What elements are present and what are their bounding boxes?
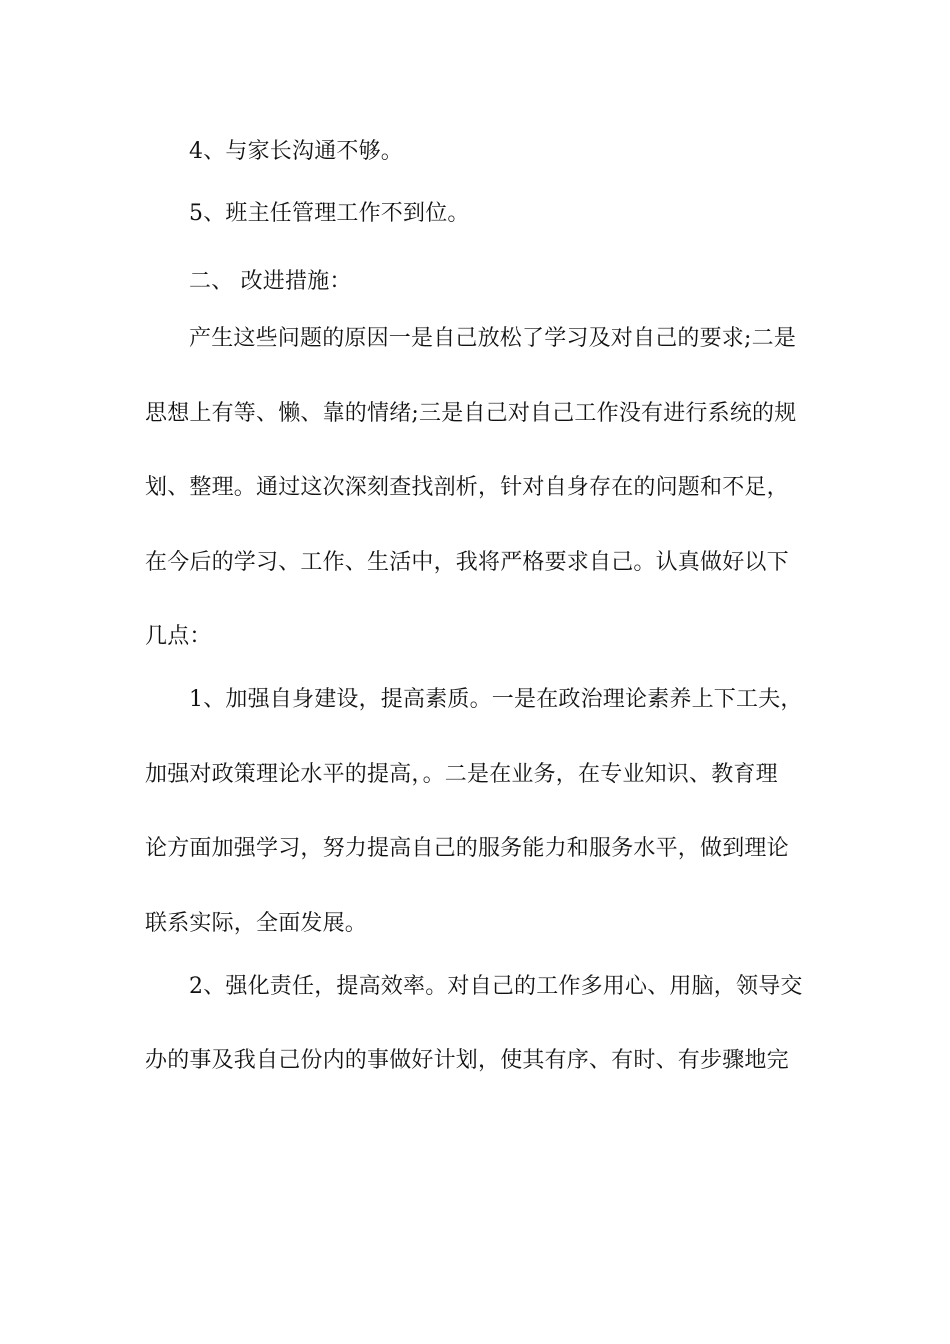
measure-item-1: 1、加强自身建设，提高素质。一是在政治理论素养上下工夫，	[189, 687, 803, 712]
list-item-4: 4、与家长沟通不够。	[189, 139, 403, 164]
measure-item-2: 2、强化责任，提高效率。对自己的工作多用心、用脑，领导交	[189, 974, 803, 999]
paragraph-line: 加强对政策理论水平的提高，。二是在业务，在专业知识、教育理	[145, 762, 778, 787]
paragraph-line: 几点：	[145, 624, 212, 649]
paragraph-line: 产生这些问题的原因一是自己放松了学习及对自己的要求;二是	[189, 326, 797, 351]
paragraph-line: 思想上有等、懒、靠的情绪;三是自己对自己工作没有进行系统的规	[145, 401, 797, 426]
paragraph-line: 划、整理。通过这次深刻查找剖析，针对自身存在的问题和不足，	[145, 475, 789, 500]
paragraph-line: 联系实际，全面发展。	[145, 911, 368, 936]
paragraph-line: 论方面加强学习，努力提高自己的服务能力和服务水平，做到理论	[145, 836, 789, 861]
section-heading-improvement: 二、 改进措施：	[189, 269, 352, 294]
list-item-5: 5、班主任管理工作不到位。	[189, 201, 470, 226]
paragraph-line: 办的事及我自己份内的事做好计划，使其有序、有时、有步骤地完	[145, 1048, 789, 1073]
paragraph-line: 在今后的学习、工作、生活中，我将严格要求自己。认真做好以下	[145, 550, 789, 575]
